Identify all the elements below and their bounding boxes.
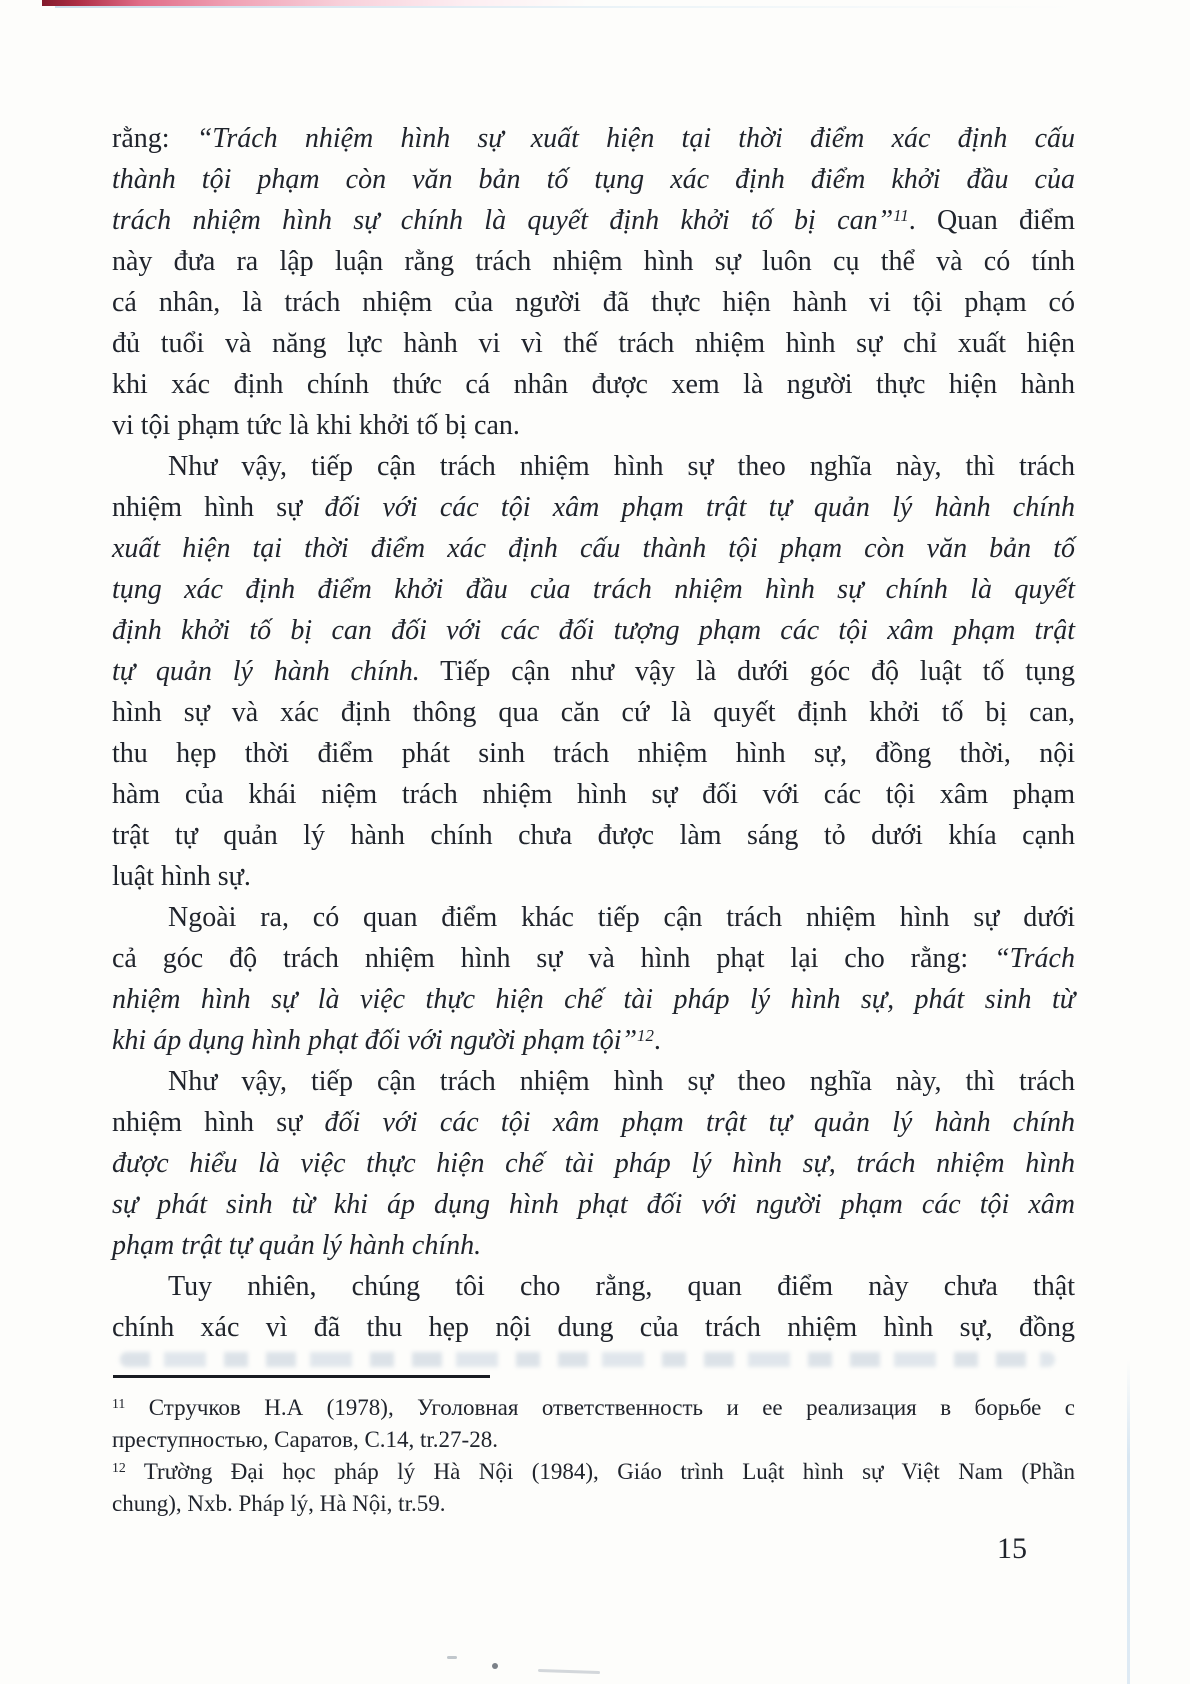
text-line [112,487,1075,528]
scan-artifact-top-blue-line [55,6,1075,8]
text-run: này đưa ra lập luận rằng trách nhiệm hình sự luôn cụ thể và có tính [112,246,1075,277]
footnote-reference: 12 [637,1025,654,1045]
text-run: đối với các tội xâm phạm trật tự quản lý hành chính [324,492,1075,523]
text-line [112,1225,1075,1266]
page-number: 15 [997,1532,1027,1565]
text-run: Стручков Н.А (1978), Уголовная ответственность и ее реализация в борьбе с [125,1395,1075,1420]
text-line [112,897,1075,938]
text-run: nhiệm hình sự là việc thực hiện chế tài pháp lý hình sự, phát sinh từ [112,984,1075,1015]
text-run: . Quan điểm [908,205,1076,236]
text-run: trách nhiệm hình sự chính là quyết định khởi tố bị can” [112,205,894,236]
body-text [112,118,1075,1348]
text-run: khi áp dụng hình phạt đối với người phạm tội” [112,1025,638,1056]
text-run: khi xác định chính thức cá nhân được xem là người thực hiện hành [112,369,1075,400]
text-run: “Trách nhiệm hình sự xuất hiện tại thời điểm xác định cấu [196,123,1076,154]
text-run: tụng xác định điểm khởi đầu của trách nhiệm hình sự chính là quyết [112,574,1075,605]
text-line [112,1307,1075,1348]
scan-bleedthrough-smudge [120,1352,1055,1367]
text-run: phạm trật tự quản lý hành chính. [112,1230,482,1261]
text-run: được hiểu là việc thực hiện chế tài pháp lý hình sự, trách nhiệm hình [112,1148,1075,1179]
text-line [112,1143,1075,1184]
scan-artifact-right-edge [1127,1360,1130,1684]
text-run: thu hẹp thời điểm phát sinh trách nhiệm hình sự, đồng thời, nội [112,738,1075,769]
text-run: chung), Nxb. Pháp lý, Hà Nội, tr.59. [112,1491,446,1516]
text-line [112,1102,1075,1143]
text-run: nhiệm hình sự [112,492,325,523]
text-line [112,1488,1075,1520]
scan-speck [447,1656,457,1659]
scan-speck [492,1663,498,1669]
text-run: nhiệm hình sự [112,1107,325,1138]
text-line [112,733,1075,774]
text-run: Như vậy, tiếp cận trách nhiệm hình sự theo nghĩa này, thì trách [168,451,1075,482]
text-run: Trường Đại học pháp lý Hà Nội (1984), Giáo trình Luật hình sự Việt Nam (Phần [125,1459,1075,1484]
text-run: trật tự quản lý hành chính chưa được làm sáng tỏ dưới khía cạnh [112,820,1075,851]
text-line [112,241,1075,282]
text-run: Tiếp cận như vậy là dưới góc độ luật tố tụng [419,656,1075,687]
text-line [112,446,1075,487]
footnote-reference: 12 [112,1460,126,1476]
text-line [112,1456,1075,1488]
text-line [112,282,1075,323]
text-run: sự phát sinh từ khi áp dụng hình phạt đối với người phạm các tội xâm [112,1189,1075,1220]
text-line [112,1184,1075,1225]
text-line [112,1061,1075,1102]
text-line [112,1266,1075,1307]
text-run: tự quản lý hành chính. [112,656,420,687]
text-run: Ngoài ra, có quan điểm khác tiếp cận trách nhiệm hình sự dưới [168,902,1075,933]
text-line [112,323,1075,364]
text-line [112,118,1075,159]
text-run: đủ tuổi và năng lực hành vi vì thế trách nhiệm hình sự chỉ xuất hiện [112,328,1075,359]
text-line [112,774,1075,815]
footnote-separator-rule [113,1375,490,1378]
scan-speck [538,1669,600,1674]
text-line [112,610,1075,651]
text-run: “Trách [994,943,1075,974]
text-run: Như vậy, tiếp cận trách nhiệm hình sự theo nghĩa này, thì trách [168,1066,1075,1097]
text-run: преступностью, Саратов, С.14, tr.27-28. [112,1427,498,1452]
text-run: cả góc độ trách nhiệm hình sự và hình phạt lại cho rằng: [112,943,995,974]
footnote-reference: 11 [112,1396,126,1412]
footnotes [112,1392,1075,1520]
text-line [112,1392,1075,1424]
text-run: thành tội phạm còn văn bản tố tụng xác định điểm khởi đầu của [112,164,1075,195]
text-run: hình sự và xác định thông qua căn cứ là quyết định khởi tố bị can, [112,697,1075,728]
text-line [112,938,1075,979]
text-run: hàm của khái niệm trách nhiệm hình sự đối với các tội xâm phạm [112,779,1075,810]
footnote-reference: 11 [893,205,909,225]
text-line [112,159,1075,200]
text-line [112,405,1075,446]
text-run: chính xác vì đã thu hẹp nội dung của trách nhiệm hình sự, đồng [112,1312,1075,1343]
text-line [112,692,1075,733]
text-run: vi tội phạm tức là khi khởi tố bị can. [112,410,520,441]
text-run: xuất hiện tại thời điểm xác định cấu thành tội phạm còn văn bản tố [112,533,1075,564]
text-line [112,1020,1075,1061]
text-run: Tuy nhiên, chúng tôi cho rằng, quan điểm này chưa thật [168,1271,1075,1302]
text-line [112,569,1075,610]
text-line [112,364,1075,405]
text-line [112,979,1075,1020]
text-line [112,1424,1075,1456]
text-run: đối với các tội xâm phạm trật tự quản lý hành chính [324,1107,1075,1138]
text-run: định khởi tố bị can đối với các đối tượng phạm các tội xâm phạm trật [112,615,1075,646]
text-line [112,651,1075,692]
text-line [112,815,1075,856]
text-run: luật hình sự. [112,861,251,892]
text-line [112,528,1075,569]
text-line [112,200,1075,241]
text-run: . [653,1025,661,1056]
text-line [112,856,1075,897]
text-run: cá nhân, là trách nhiệm của người đã thực hiện hành vi tội phạm có [112,287,1075,318]
text-run: rằng: [112,123,197,154]
